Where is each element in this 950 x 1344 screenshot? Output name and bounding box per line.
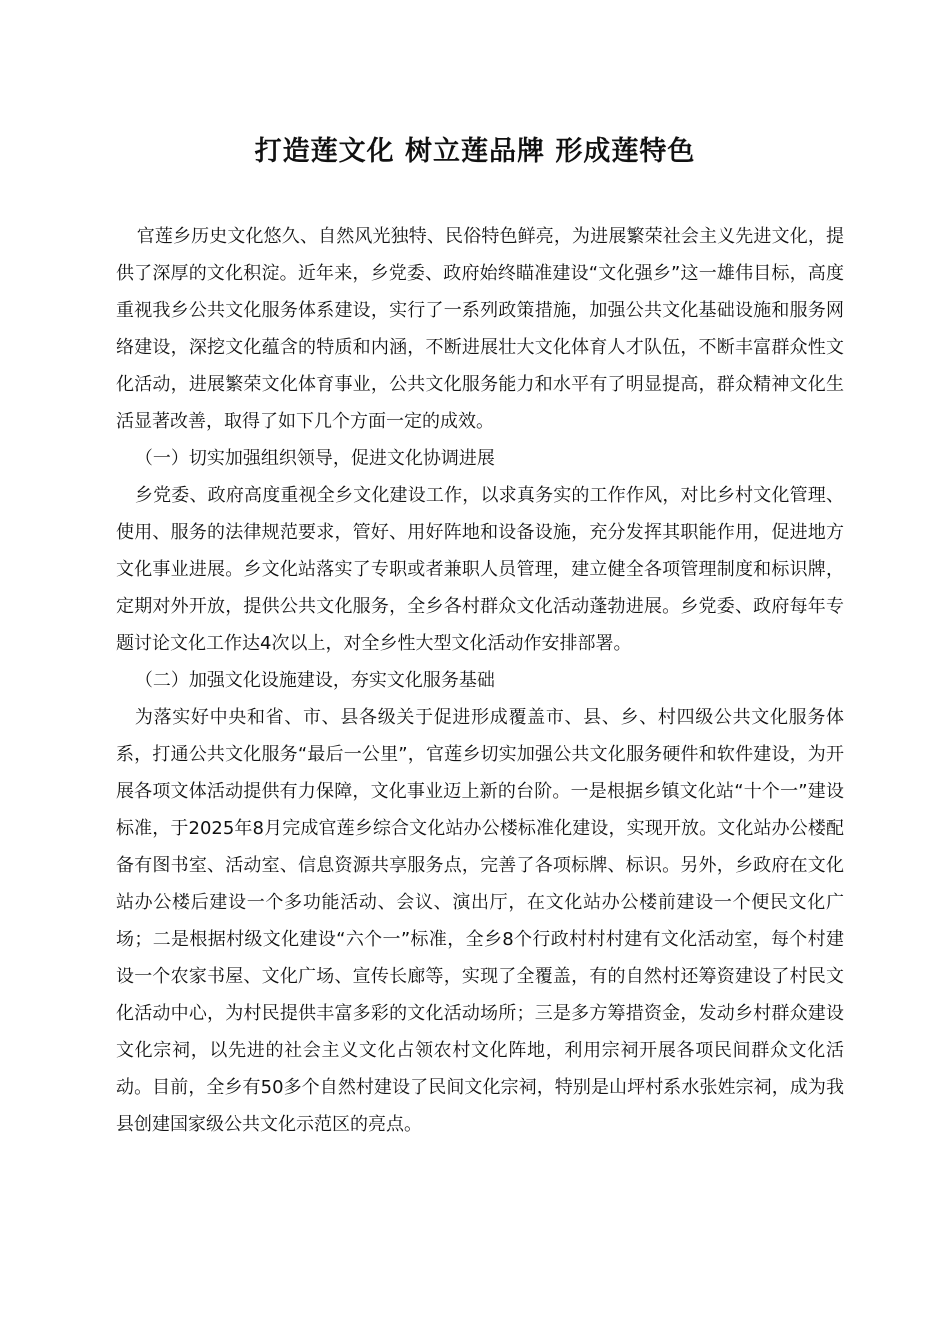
section-heading-2: （二）加强文化设施建设，夯实文化服务基础 [134,670,495,691]
section-1-paragraph: 乡党委、政府高度重视全乡文化建设工作，以求真务实的工作作风，对比乡村文化管理、使用、服务的法律规范要求，管好、用好阵地和设备设施，充分发挥其职能作用，促进地方文化事业进展。乡文化站落实了专职或者兼职人员管理，建立健全各项管理制度和标识牌，定期对外开放，提供公共文化服务，全乡各村群众文化活动蓬勃进展。乡党委、政府每年专题讨论文化工作达4次以上，对全乡性大型文化活动作安排部署。 [116,485,844,654]
document-body [116,218,844,1143]
section-heading-1: （一）切实加强组织领导，促进文化协调进展 [134,448,495,469]
document-title: 打造莲文化 树立莲品牌 形成莲特色 [254,136,696,167]
section-2-paragraph: 为落实好中央和省、市、县各级关于促进形成覆盖市、县、乡、村四级公共文化服务体系，打通公共文化服务“最后一公里”，官莲乡切实加强公共文化服务硬件和软件建设，为开展各项文体活动提供有力保障，文化事业迈上新的台阶。一是根据乡镇文化站“十个一”建设标准，于2025年8月完成官莲乡综合文化站办公楼标准化建设，实现开放。文化站办公楼配备有图书室、活动室、信息资源共享服务点，完善了各项标牌、标识。另外，乡政府在文化站办公楼后建设一个多功能活动、会议、演出厅，在文化站办公楼前建设一个便民文化广场；二是根据村级文化建设“六个一”标准，全乡8个行政村村村建有文化活动室，每个村建设一个农家书屋、文化广场、宣传长廊等，实现了全覆盖，有的自然村还筹资建设了村民文化活动中心，为村民提供丰富多彩的文化活动场所；三是多方筹措资金，发动乡村群众建设文化宗祠，以先进的社会主义文化占领农村文化阵地，利用宗祠开展各项民间群众文化活动。目前，全乡有50多个自然村建设了民间文化宗祠，特别是山坪村系水张姓宗祠，成为我县创建国家级公共文化示范区的亮点。 [116,707,844,1135]
intro-paragraph: 官莲乡历史文化悠久、自然风光独特、民俗特色鲜亮，为进展繁荣社会主义先进文化，提供了深厚的文化积淀。近年来，乡党委、政府始终瞄准建设“文化强乡”这一雄伟目标，高度重视我乡公共文化服务体系建设，实行了一系列政策措施，加强公共文化基础设施和服务网络建设，深挖文化蕴含的特质和内涵，不断进展壮大文化体育人才队伍，不断丰富群众性文化活动，进展繁荣文化体育事业，公共文化服务能力和水平有了明显提高，群众精神文化生活显著改善，取得了如下几个方面一定的成效。 [116,226,844,432]
